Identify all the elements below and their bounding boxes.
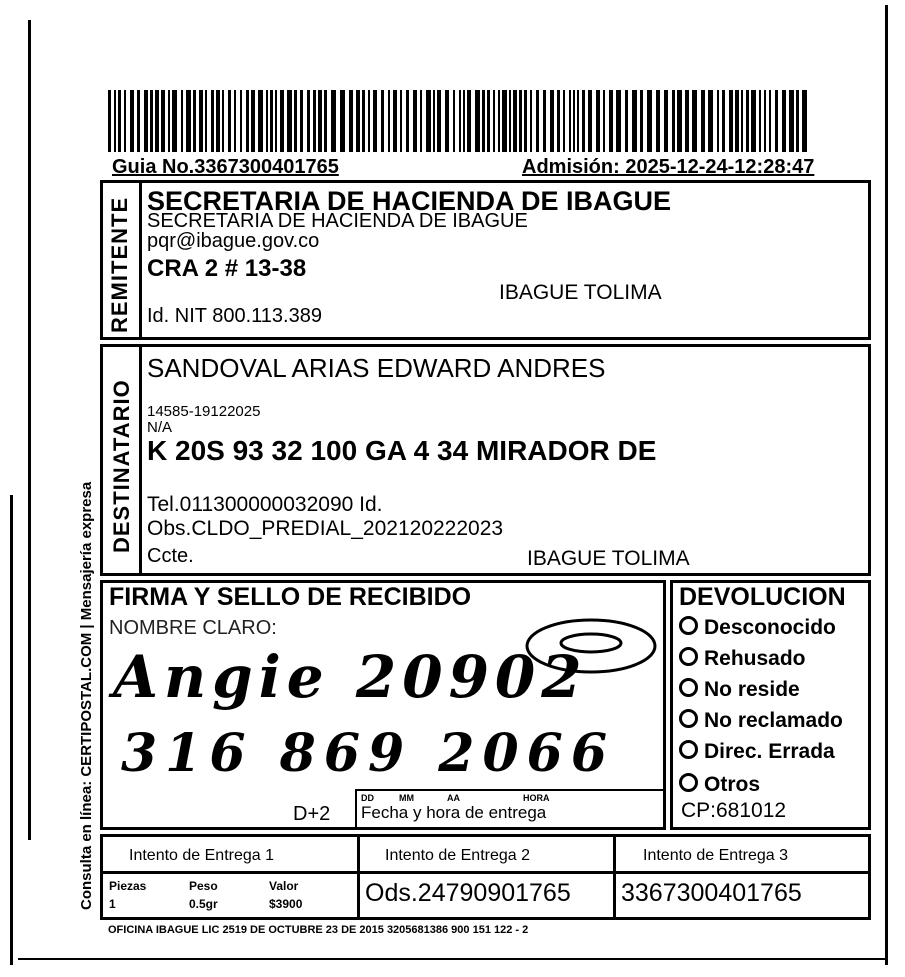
receipt-section: [100, 580, 666, 830]
scan-line-right: [885, 5, 888, 965]
date-caption: Fecha y hora de entrega: [361, 803, 547, 822]
radio-icon: [679, 616, 698, 635]
date-aa-label: AA: [447, 793, 460, 803]
sender-name-bold: SECRETARIA DE HACIENDA DE IBAGUE: [147, 186, 672, 216]
postal-code: CP:681012: [681, 799, 787, 822]
receipt-title: FIRMA Y SELLO DE RECIBIDO: [109, 583, 472, 611]
ods-number: Ods.24790901765: [365, 879, 571, 907]
attempt-2: Intento de Entrega 2: [385, 847, 530, 864]
return-option-not-resides[interactable]: No reside: [679, 678, 800, 702]
sender-section: [100, 180, 871, 340]
return-section: [670, 580, 871, 830]
recipient-obs: Obs.CLDO_PREDIAL_202120222023: [147, 517, 504, 540]
recipient-section: [100, 344, 871, 576]
return-option-unknown[interactable]: Desconocido: [679, 616, 836, 640]
handwritten-phone: 316 869 2066: [121, 723, 616, 784]
date-dd-label: DD: [361, 793, 374, 803]
radio-icon: [679, 773, 698, 792]
radio-icon: [679, 647, 698, 666]
recipient-phone: Tel.011300000032090 Id.: [147, 493, 383, 516]
footer-text: OFICINA IBAGUE LIC 2519 DE OCTUBRE 23 DE 2015 3205681386 900 151 122 - 2: [108, 924, 529, 936]
return-option-unclaimed[interactable]: No reclamado: [679, 709, 843, 733]
delivery-term: D+2: [293, 803, 331, 825]
return-title: DEVOLUCION: [679, 583, 846, 611]
return-option-refused[interactable]: Rehusado: [679, 647, 806, 671]
recipient-label: DESTINATARIO: [109, 379, 134, 553]
attempt-3: Intento de Entrega 3: [643, 847, 788, 864]
recipient-reference: 14585-19122025: [147, 403, 261, 420]
delivery-table: [100, 834, 871, 920]
recipient-name: SANDOVAL ARIAS EDWARD ANDRES: [147, 353, 606, 383]
pieces-value: 1: [109, 897, 116, 911]
handwritten-name: Angie 20902: [113, 643, 588, 711]
delivery-date-box: [355, 789, 663, 827]
sender-address: CRA 2 # 13-38: [147, 255, 307, 282]
weight-value: 0.5gr: [189, 897, 218, 911]
weight-label: Peso: [189, 879, 218, 893]
pieces-label: Piezas: [109, 879, 147, 893]
date-mm-label: MM: [399, 793, 414, 803]
sender-id: Id. NIT 800.113.389: [147, 305, 322, 327]
recipient-ccte: Ccte.: [147, 545, 194, 567]
receipt-name-label: NOMBRE CLARO:: [109, 617, 277, 639]
recipient-address: K 20S 93 32 100 GA 4 34 MIRADOR DE: [147, 435, 657, 466]
return-option-wrong-address[interactable]: Direc. Errada: [679, 740, 835, 764]
scan-line-left: [28, 20, 31, 840]
date-hora-label: HORA: [523, 793, 550, 803]
radio-icon: [679, 740, 698, 759]
guide-number: Guia No.3367300401765: [112, 156, 339, 178]
scan-line-left-outer: [10, 495, 13, 965]
recipient-city: IBAGUE TOLIMA: [527, 547, 690, 570]
sender-email: pqr@ibague.gov.co: [147, 230, 320, 252]
tracking-number: 3367300401765: [621, 879, 802, 907]
side-text: Consulta en línea: CERTIPOSTAL.COM | Mensajería expresa: [78, 481, 95, 910]
attempt-1: Intento de Entrega 1: [129, 847, 274, 864]
sender-name: SECRETARIA DE HACIENDA DE IBAGUE: [147, 210, 528, 232]
value-label: Valor: [269, 879, 299, 893]
barcode: [108, 90, 808, 152]
value-value: $3900: [269, 897, 303, 911]
radio-icon: [679, 678, 698, 697]
return-option-other[interactable]: Otros: [679, 773, 760, 797]
recipient-na: N/A: [147, 419, 173, 436]
radio-icon: [679, 709, 698, 728]
sender-city: IBAGUE TOLIMA: [499, 281, 662, 304]
admission-date: Admisión: 2025-12-24-12:28:47: [522, 156, 815, 178]
scan-line-bottom: [18, 958, 888, 960]
sender-label: REMITENTE: [107, 196, 132, 333]
